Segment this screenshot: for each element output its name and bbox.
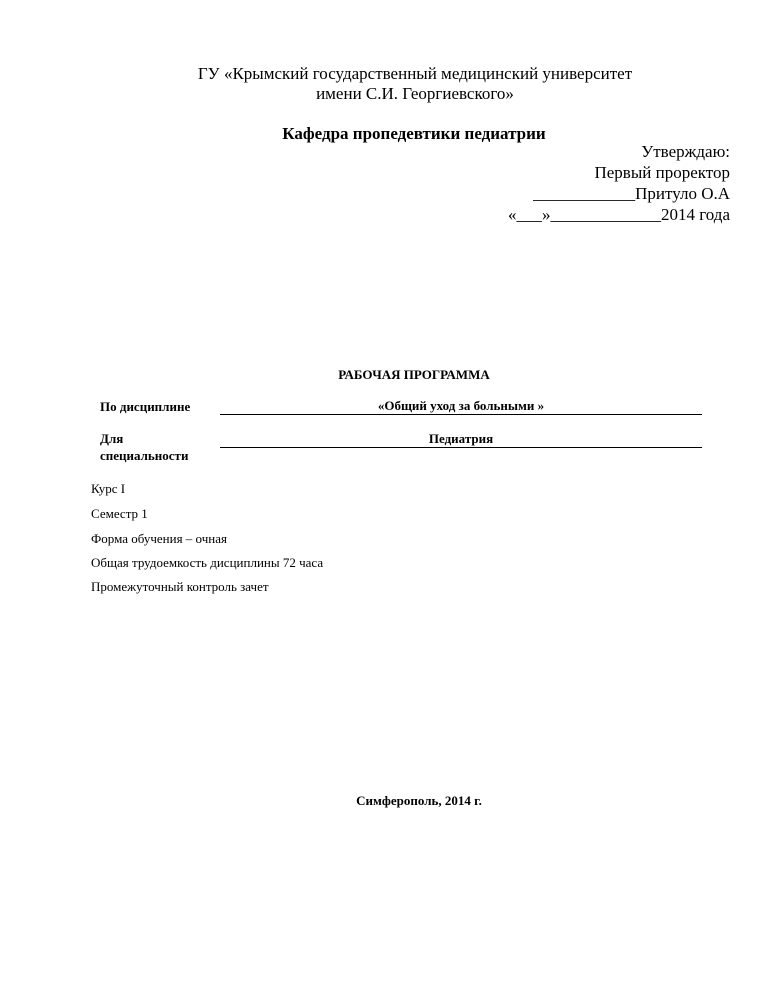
city-year-footer: Симферополь, 2014 г. xyxy=(356,793,482,808)
approval-title: Утверждаю: xyxy=(641,142,730,161)
university-name-line2: имени С.И. Георгиевского» xyxy=(316,84,514,103)
course-info: Курс I xyxy=(91,481,126,496)
university-name-line1: ГУ «Крымский государственный медицинский университет xyxy=(197,64,633,83)
university-header xyxy=(0,64,768,104)
workload-info: Общая трудоемкость дисциплины 72 часа xyxy=(91,555,324,570)
document-title: РАБОЧАЯ ПРОГРАММА xyxy=(338,367,490,382)
approval-block xyxy=(508,141,730,225)
specialty-label-line1: Для xyxy=(100,431,124,446)
approval-date: «___»_____________2014 года xyxy=(507,205,730,224)
semester-info: Семестр 1 xyxy=(91,506,148,521)
control-info: Промежуточный контроль зачет xyxy=(91,579,269,594)
approval-position: Первый проректор xyxy=(594,163,730,182)
discipline-label: По дисциплине xyxy=(100,399,191,414)
specialty-label xyxy=(100,430,188,464)
discipline-value: «Общий уход за больными » xyxy=(220,397,702,415)
department-name: Кафедра пропедевтики педиатрии xyxy=(282,124,546,143)
study-form-info: Форма обучения – очная xyxy=(91,531,227,546)
specialty-label-line2: специальности xyxy=(100,448,189,463)
approval-signature: ____________Притуло О.А xyxy=(533,184,730,203)
specialty-value: Педиатрия xyxy=(220,430,702,448)
